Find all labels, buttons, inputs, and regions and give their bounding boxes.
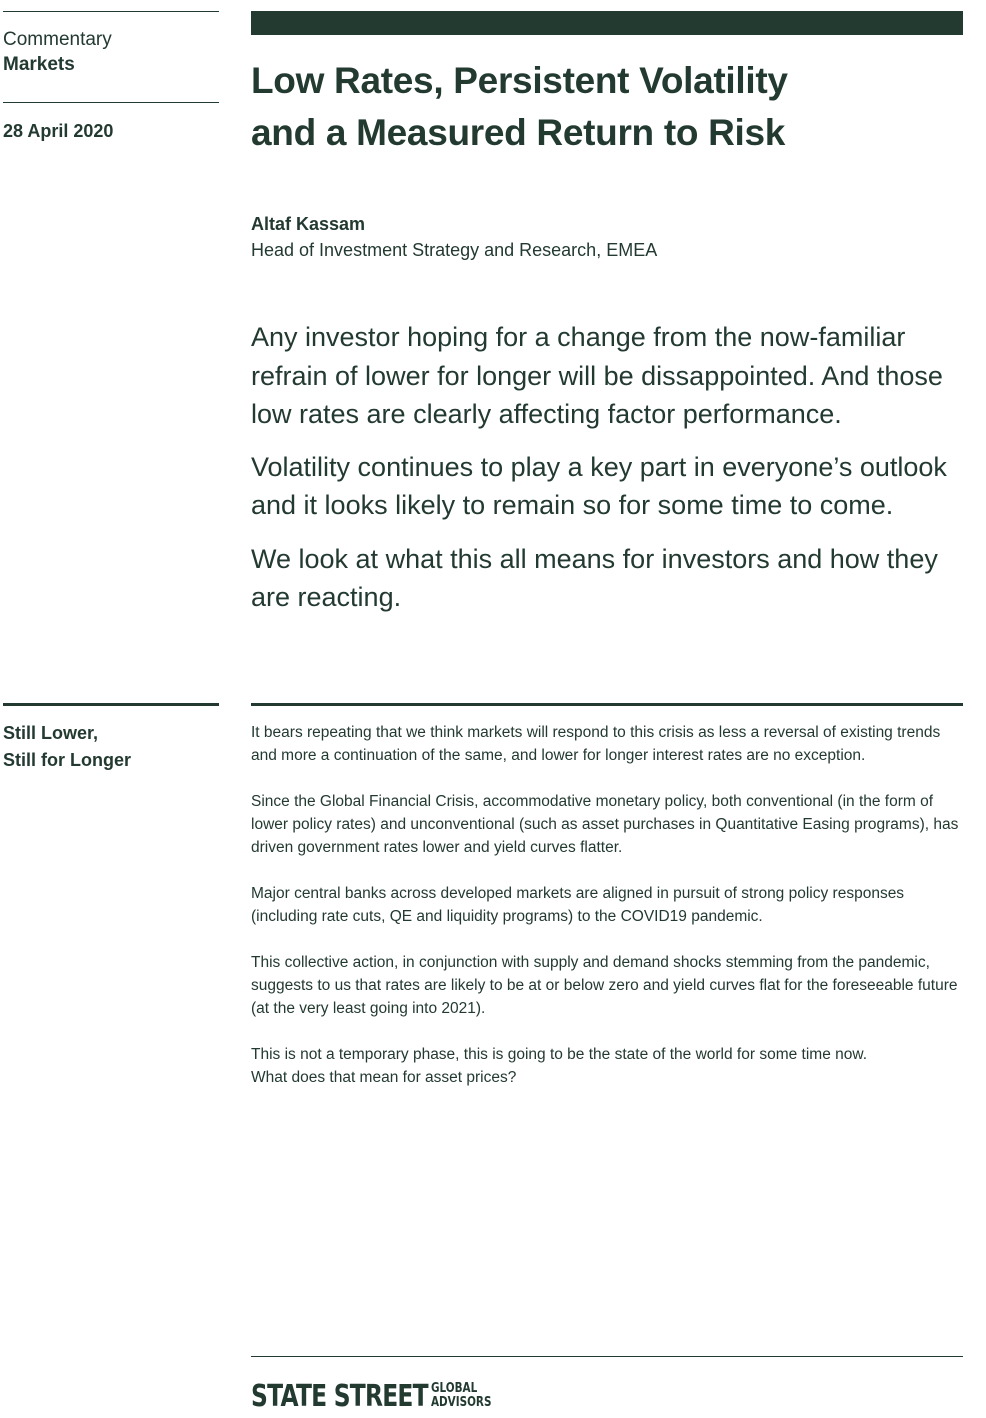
publish-date: 28 April 2020 bbox=[3, 121, 114, 141]
lead-paragraph-2: Volatility continues to play a key part in everyone’s outlook and it looks likely to remain so for some time to come. bbox=[251, 451, 947, 520]
subcategory-label: Markets bbox=[3, 54, 75, 75]
body-paragraph-1: It bears repeating that we think markets will respond to this crisis as less a reversal of existing trends and more a continuation of the same, and lower for longer interest rates are no exception. bbox=[251, 724, 941, 764]
lead-paragraph-3: We look at what this all means for investors and how they are reacting. bbox=[251, 543, 938, 612]
sidebar-top-rule bbox=[3, 11, 219, 12]
body-paragraph-4: This collective action, in conjunction with supply and demand shocks stemming from the pandemic, suggests to us that rates are likely to be at or below zero and yield curves flat for the foreseeable future (at the very least going into 2021). bbox=[251, 954, 958, 1017]
section-heading-line-2: Still for Longer bbox=[3, 750, 131, 770]
body-paragraph-2: Since the Global Financial Crisis, accommodative monetary policy, both conventional (in the form of lower policy rates) and unconventional (such as asset purchases in Quantitative Easing programs), has driven government rates lower and yield curves flatter. bbox=[251, 793, 959, 856]
logo-main-text: STATE STREET bbox=[251, 1378, 428, 1414]
category-block bbox=[3, 27, 112, 77]
logo-sub-text bbox=[431, 1382, 491, 1410]
section-heading-line-1: Still Lower, bbox=[3, 723, 99, 743]
header-bar bbox=[251, 11, 963, 35]
lead-paragraph-1: Any investor hoping for a change from the now-familiar refrain of lower for longer will be dissappointed. And those low rates are clearly affecting factor performance. bbox=[251, 322, 943, 429]
footer-rule bbox=[251, 1356, 963, 1357]
section-heading bbox=[3, 720, 213, 774]
state-street-logo bbox=[251, 1376, 507, 1416]
body-paragraph-3: Major central banks across developed markets are aligned in pursuit of strong policy responses (including rate cuts, QE and liquidity programs) to the COVID19 pandemic. bbox=[251, 885, 905, 925]
section-sidebar-rule bbox=[3, 703, 219, 706]
sidebar-date-rule bbox=[3, 102, 219, 103]
body-paragraph-5 bbox=[251, 1043, 963, 1089]
logo-sub-line-1: GLOBAL bbox=[431, 1381, 478, 1396]
logo-sub-line-2: ADVISORS bbox=[431, 1395, 492, 1410]
title-line-1: Low Rates, Persistent Volatility bbox=[251, 60, 788, 101]
lead-summary bbox=[251, 318, 967, 631]
author-role: Head of Investment Strategy and Research, EMEA bbox=[251, 240, 658, 260]
page-title bbox=[251, 55, 971, 159]
author-name: Altaf Kassam bbox=[251, 214, 366, 234]
category-label: Commentary bbox=[3, 29, 112, 50]
body-paragraph-5-line-1: This is not a temporary phase, this is going to be the state of the world for some time now. bbox=[251, 1046, 868, 1063]
author-block bbox=[251, 211, 963, 263]
title-line-2: and a Measured Return to Risk bbox=[251, 112, 786, 153]
body-paragraph-5-line-2: What does that mean for asset prices? bbox=[251, 1069, 517, 1086]
section-main-rule bbox=[251, 703, 963, 706]
article-body bbox=[251, 721, 963, 1089]
